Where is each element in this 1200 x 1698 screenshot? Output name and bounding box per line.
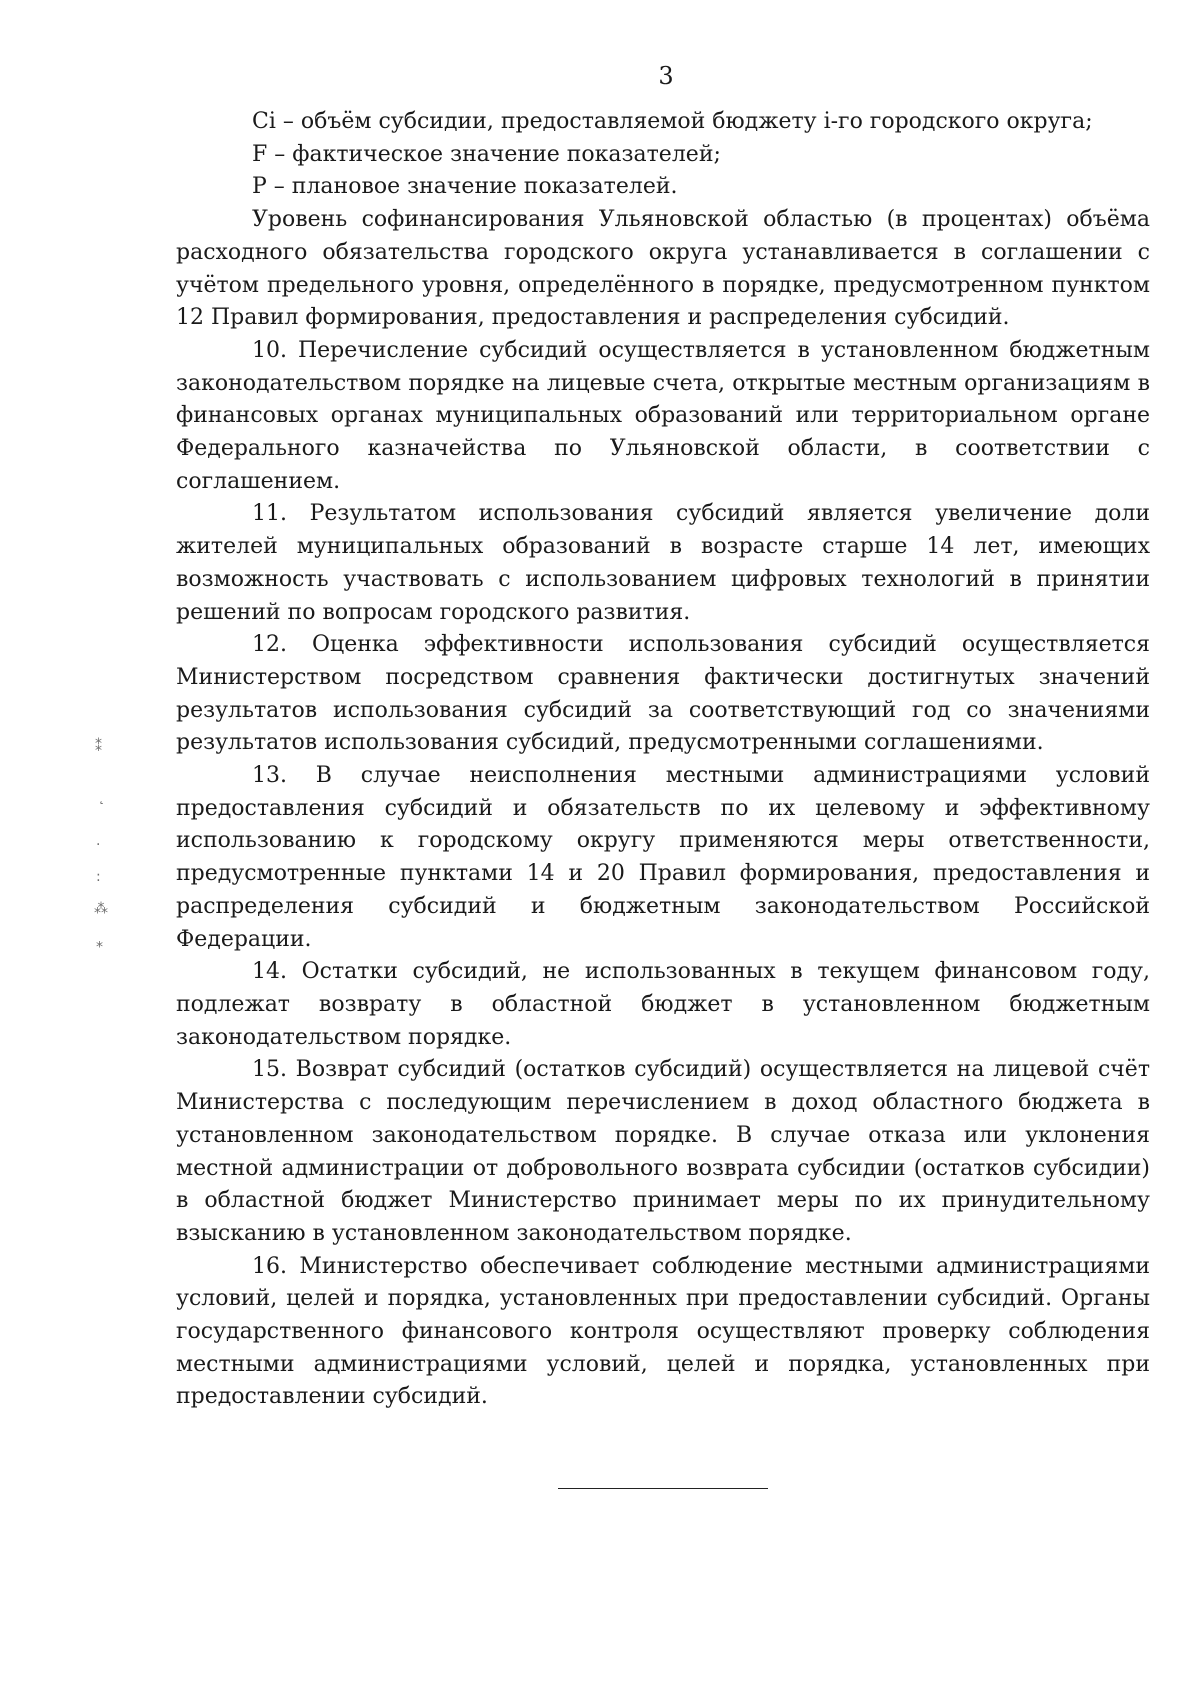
paragraph-15: 15. Возврат субсидий (остатков субсидий) осуществляется на лицевой счёт Министерства с последующим перечислением в доход областного бюджета в установленном законодательством порядке. В случае отказа или уклонения местной администрации от добровольного возврата субсидии (остатков субсидии) в областной бюджет Министерство принимает меры по их принудительному взысканию в установленном законодательством порядке. [176, 1057, 1150, 1246]
scan-speck: ˛ [98, 789, 105, 805]
paragraph-cofinancing-level: Уровень софинансирования Ульяновской областью (в процентах) объёма расходного обязательства городского округа устанавливается в соглашении с учётом предельного уровня, определённого в порядке, предусмотренном пунктом 12 Правил формирования, предоставления и распределения субсидий. [176, 207, 1150, 331]
page-number: 3 [658, 62, 674, 90]
paragraph-12: 12. Оценка эффективности использования субсидий осуществляется Министерством посредством сравнения фактически достигнутых значений результатов использования субсидий за соответствующий год со значениями результатов использования субсидий, предусмотренными соглашениями. [176, 632, 1150, 756]
definition-f: F – фактическое значение показателей; [252, 141, 721, 167]
scan-speck: : [96, 869, 101, 885]
paragraph-14: 14. Остатки субсидий, не использованных в текущем финансовом году, подлежат возврату в областной бюджет в установленном бюджетным законодательством порядке. [176, 959, 1150, 1050]
end-separator-line [558, 1488, 768, 1489]
scan-speck: ⁎ [96, 935, 103, 951]
paragraph-11: 11. Результатом использования субсидий является увеличение доли жителей муниципальных образований в возрасте старше 14 лет, имеющих возможность участвовать с использованием цифровых технологий в принятии решений по вопросам городского развития. [176, 501, 1150, 625]
scan-speck: ⁑ [95, 739, 102, 755]
paragraph-16: 16. Министерство обеспечивает соблюдение местными администрациями условий, целей и порядка, установленных при предоставлении субсидий. Органы государственного финансового контроля осуществляют проверку соблюдения местными администрациями условий, целей и порядка, установленных при предоставлении субсидий. [176, 1253, 1150, 1410]
scan-speck: · [96, 837, 101, 853]
paragraph-13: 13. В случае неисполнения местными администрациями условий предоставления субсидий и обязательств по их целевому и эффективному использованию к городскому округу применяются меры ответственности, предусмотренные пунктами 14 и 20 Правил формирования, предоставления и распределения субсидий и бюджетным законодательством Российской Федерации. [176, 763, 1150, 952]
definition-ci: Ci – объём субсидии, предоставляемой бюджету i-го городского округа; [252, 109, 1093, 134]
scan-speck: ⁂ [94, 901, 108, 917]
document-body [176, 106, 1150, 1414]
definition-p: P – плановое значение показателей. [252, 174, 678, 200]
paragraph-10: 10. Перечисление субсидий осуществляется в установленном бюджетным законодательством порядке на лицевые счета, открытые местным организациям в финансовых органах муниципальных образований или территориальном органе Федерального казначейства по Ульяновской области, в соответствии с соглашением. [176, 337, 1150, 494]
